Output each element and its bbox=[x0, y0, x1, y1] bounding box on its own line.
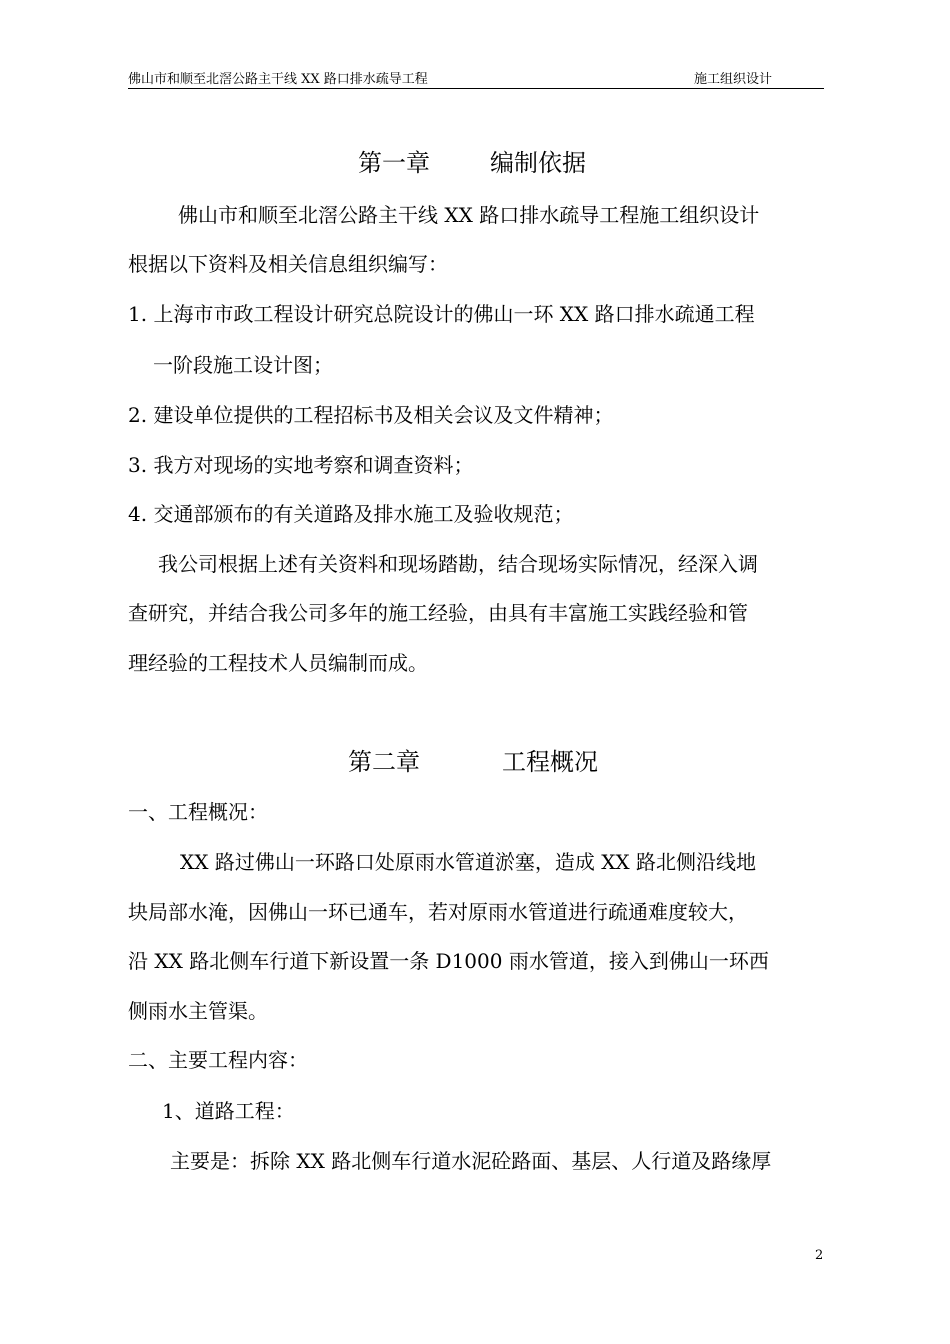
chapter1-item3: 3. 我方对现场的实地考察和调查资料； bbox=[128, 453, 474, 477]
chapter2-section1-heading: 一、工程概况： bbox=[128, 800, 268, 824]
chapter1-item1-line2: 一阶段施工设计图； bbox=[153, 353, 333, 377]
chapter1-closing-line3: 理经验的工程技术人员编制而成。 bbox=[128, 651, 428, 675]
chapter1-number: 第一章 bbox=[358, 149, 430, 177]
chapter1-item1-line1: 1. 上海市市政工程设计研究总院设计的佛山一环 XX 路口排水疏通工程 bbox=[128, 302, 755, 326]
page-number: 2 bbox=[815, 1248, 824, 1263]
chapter2-sub1-line: 主要是：拆除 XX 路北侧车行道水泥砼路面、基层、人行道及路缘厚 bbox=[170, 1149, 772, 1173]
header-document-type: 施工组织设计 bbox=[694, 72, 773, 87]
chapter2-title: 工程概况 bbox=[502, 748, 598, 776]
chapter2-number: 第二章 bbox=[348, 748, 420, 776]
chapter1-closing-line2: 查研究，并结合我公司多年的施工经验，由具有丰富施工实践经验和管 bbox=[128, 601, 748, 625]
header-project-title: 佛山市和顺至北滘公路主干线 XX 路口排水疏导工程 bbox=[128, 72, 428, 87]
chapter1-intro-line1: 佛山市和顺至北滘公路主干线 XX 路口排水疏导工程施工组织设计 bbox=[178, 203, 760, 227]
chapter2-section1-line2: 块局部水淹，因佛山一环已通车，若对原雨水管道进行疏通难度较大， bbox=[128, 900, 748, 924]
chapter1-intro-line2: 根据以下资料及相关信息组织编写： bbox=[128, 252, 448, 276]
chapter1-item4: 4. 交通部颁布的有关道路及排水施工及验收规范； bbox=[128, 502, 574, 526]
chapter2-section2-heading: 二、主要工程内容： bbox=[128, 1048, 308, 1072]
page-header bbox=[128, 66, 824, 89]
chapter2-section1-line4: 侧雨水主管渠。 bbox=[128, 999, 268, 1023]
chapter1-closing-line1: 我公司根据上述有关资料和现场踏勘，结合现场实际情况，经深入调 bbox=[158, 552, 758, 576]
chapter2-section1-line3: 沿 XX 路北侧车行道下新设置一条 D1000 雨水管道，接入到佛山一环西 bbox=[128, 949, 769, 973]
chapter2-sub1-heading: 1、道路工程： bbox=[162, 1099, 295, 1123]
chapter1-item2: 2. 建设单位提供的工程招标书及相关会议及文件精神； bbox=[128, 403, 614, 427]
chapter1-title: 编制依据 bbox=[490, 149, 586, 177]
chapter2-section1-line1: XX 路过佛山一环路口处原雨水管道淤塞，造成 XX 路北侧沿线地 bbox=[180, 850, 757, 874]
